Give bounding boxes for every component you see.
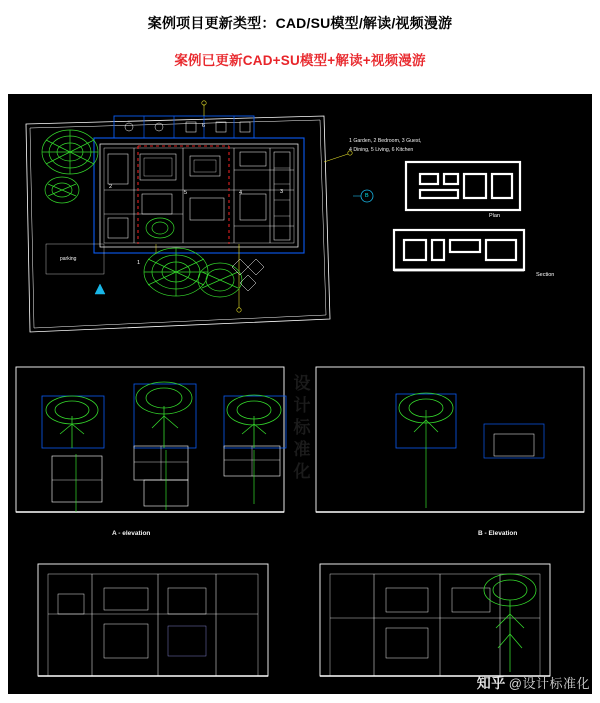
cad-drawing-canvas <box>8 94 592 694</box>
zhihu-logo: 知乎 <box>476 675 506 691</box>
b-elevation-label: B - Elevation <box>478 530 518 537</box>
room-number-3: 3 <box>280 189 284 195</box>
room-number-4: 4 <box>239 190 243 196</box>
parking-label: parking <box>60 256 77 262</box>
watermark-text: @设计标准化 <box>508 676 590 691</box>
room-number-5: 5 <box>184 190 188 196</box>
legend-line-1: 1 Garden, 2 Bedroom, 3 Guest, <box>349 138 422 144</box>
a-elevation-label: A - elevation <box>112 530 151 537</box>
title-block <box>0 0 600 69</box>
room-number-6: 6 <box>202 123 206 129</box>
page-title: 案例项目更新类型：CAD/SU模型/解读/视频漫游 <box>147 15 453 31</box>
plan-label: Plan <box>489 213 501 219</box>
key-tag-label: B <box>365 193 369 199</box>
section-label: Section <box>536 272 555 278</box>
vertical-watermark: 设计标准化 <box>290 374 310 484</box>
watermark <box>477 673 590 693</box>
legend-line-2: 4 Dining, 5 Living, 6 Kitchen <box>349 147 414 153</box>
room-number-2: 2 <box>109 184 113 190</box>
room-number-1: 1 <box>137 260 141 266</box>
page-subtitle: 案例已更新CAD+SU模型+解读+视频漫游 <box>174 53 426 68</box>
